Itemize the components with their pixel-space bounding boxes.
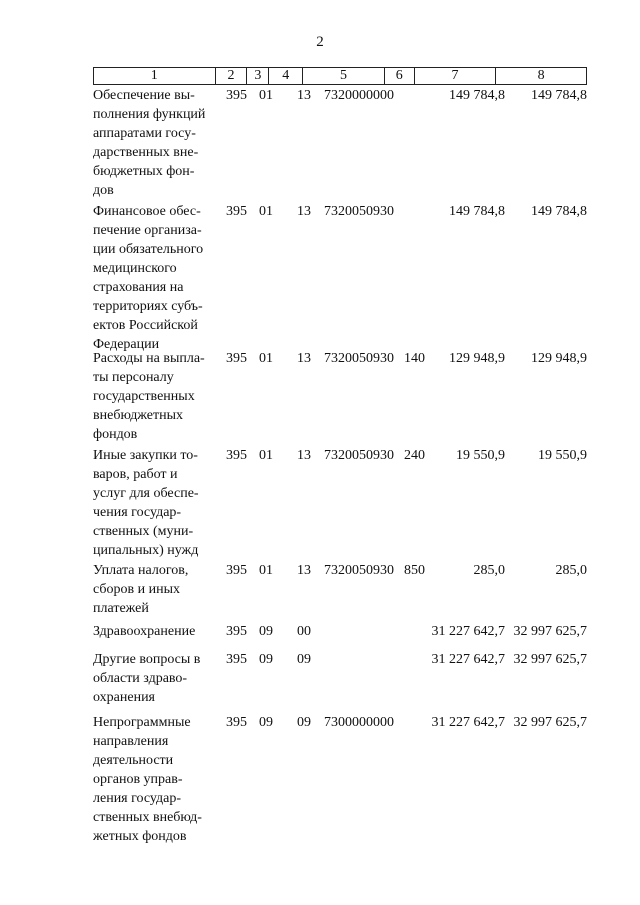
cell-c8: 149 784,8 bbox=[531, 88, 587, 103]
cell-c7: 149 784,8 bbox=[449, 88, 505, 103]
header-col-4: 4 bbox=[269, 68, 303, 84]
cell-c3: 01 bbox=[259, 204, 273, 219]
cell-c8: 285,0 bbox=[555, 563, 587, 578]
row-name-line: государственных bbox=[93, 389, 195, 404]
row-name-line: ственных (муни- bbox=[93, 524, 194, 539]
cell-c2: 395 bbox=[226, 652, 247, 667]
row-name-line: охранения bbox=[93, 690, 155, 705]
cell-c3: 01 bbox=[259, 448, 273, 463]
row-name bbox=[93, 349, 221, 444]
row-name-line: направления bbox=[93, 734, 169, 749]
row-name-line: медицинского bbox=[93, 261, 177, 276]
cell-c5: 7320050930 bbox=[324, 351, 394, 366]
row-name bbox=[93, 561, 221, 618]
row-name-line: ты персоналу bbox=[93, 370, 174, 385]
cell-c4: 13 bbox=[297, 563, 311, 578]
cell-c6: 240 bbox=[404, 448, 425, 463]
header-col-5: 5 bbox=[303, 68, 385, 84]
header-col-6: 6 bbox=[385, 68, 415, 84]
row-name-line: Здравоохранение bbox=[93, 624, 196, 639]
row-name-line: Уплата налогов, bbox=[93, 563, 189, 578]
cell-c7: 149 784,8 bbox=[449, 204, 505, 219]
row-name-line: ектов Российской bbox=[93, 318, 198, 333]
cell-c7: 285,0 bbox=[473, 563, 505, 578]
row-name-line: дов bbox=[93, 183, 114, 198]
cell-c8: 32 997 625,7 bbox=[513, 715, 587, 730]
row-name-line: ственных внебюд- bbox=[93, 810, 202, 825]
cell-c3: 09 bbox=[259, 715, 273, 730]
cell-c2: 395 bbox=[226, 448, 247, 463]
page-number: 2 bbox=[316, 34, 324, 50]
row-name-line: области здраво- bbox=[93, 671, 188, 686]
cell-c5: 7300000000 bbox=[324, 715, 394, 730]
cell-c5: 7320050930 bbox=[324, 204, 394, 219]
row-name-line: деятельности bbox=[93, 753, 174, 768]
header-col-2: 2 bbox=[216, 68, 248, 84]
row-name-line: жетных фондов bbox=[93, 829, 187, 844]
row-name bbox=[93, 86, 221, 200]
cell-c4: 13 bbox=[297, 204, 311, 219]
cell-c4: 00 bbox=[297, 624, 311, 639]
cell-c3: 01 bbox=[259, 351, 273, 366]
cell-c5: 7320050930 bbox=[324, 563, 394, 578]
row-name-line: аппаратами госу- bbox=[93, 126, 196, 141]
cell-c7: 31 227 642,7 bbox=[431, 624, 505, 639]
cell-c4: 09 bbox=[297, 715, 311, 730]
row-name-line: полнения функций bbox=[93, 107, 206, 122]
row-name-line: ципальных) нужд bbox=[93, 543, 199, 558]
header-col-8: 8 bbox=[537, 68, 545, 83]
cell-c3: 01 bbox=[259, 563, 273, 578]
table-header bbox=[93, 67, 587, 85]
cell-c3: 09 bbox=[259, 624, 273, 639]
row-name bbox=[93, 622, 221, 641]
row-name-line: Непрограммные bbox=[93, 715, 191, 730]
cell-c4: 13 bbox=[297, 448, 311, 463]
cell-c7: 19 550,9 bbox=[456, 448, 505, 463]
row-name bbox=[93, 446, 221, 560]
row-name-line: Другие вопросы в bbox=[93, 652, 201, 667]
cell-c2: 395 bbox=[226, 624, 247, 639]
row-name-line: печение организа- bbox=[93, 223, 202, 238]
row-name-line: органов управ- bbox=[93, 772, 183, 787]
row-name bbox=[93, 202, 221, 354]
row-name-line: платежей bbox=[93, 601, 149, 616]
row-name-line: Финансовое обес- bbox=[93, 204, 201, 219]
row-name-line: сборов и иных bbox=[93, 582, 181, 597]
cell-c4: 09 bbox=[297, 652, 311, 667]
row-name-line: страхования на bbox=[93, 280, 184, 295]
cell-c2: 395 bbox=[226, 563, 247, 578]
row-name-line: Расходы на выпла- bbox=[93, 351, 205, 366]
row-name-line: услуг для обеспе- bbox=[93, 486, 199, 501]
cell-c8: 149 784,8 bbox=[531, 204, 587, 219]
row-name-line: чения государ- bbox=[93, 505, 182, 520]
cell-c4: 13 bbox=[297, 351, 311, 366]
cell-c3: 01 bbox=[259, 88, 273, 103]
cell-c8: 32 997 625,7 bbox=[513, 624, 587, 639]
cell-c2: 395 bbox=[226, 715, 247, 730]
row-name-line: территориях субъ- bbox=[93, 299, 203, 314]
row-name-line: внебюджетных bbox=[93, 408, 184, 423]
row-name-line: Обеспечение вы- bbox=[93, 88, 195, 103]
cell-c4: 13 bbox=[297, 88, 311, 103]
row-name-line: ления государ- bbox=[93, 791, 182, 806]
cell-c3: 09 bbox=[259, 652, 273, 667]
header-col-7: 7 bbox=[415, 68, 497, 84]
header-col-1: 1 bbox=[94, 68, 216, 84]
row-name-line: Иные закупки то- bbox=[93, 448, 198, 463]
row-name-line: Федерации bbox=[93, 337, 160, 352]
row-name-line: дарственных вне- bbox=[93, 145, 199, 160]
row-name bbox=[93, 650, 221, 707]
cell-c5: 7320050930 bbox=[324, 448, 394, 463]
row-name bbox=[93, 713, 221, 846]
cell-c7: 31 227 642,7 bbox=[431, 715, 505, 730]
cell-c8: 32 997 625,7 bbox=[513, 652, 587, 667]
row-name-line: варов, работ и bbox=[93, 467, 178, 482]
cell-c8: 129 948,9 bbox=[531, 351, 587, 366]
cell-c2: 395 bbox=[226, 88, 247, 103]
cell-c2: 395 bbox=[226, 351, 247, 366]
cell-c7: 31 227 642,7 bbox=[431, 652, 505, 667]
cell-c2: 395 bbox=[226, 204, 247, 219]
row-name-line: бюджетных фон- bbox=[93, 164, 195, 179]
cell-c6: 140 bbox=[404, 351, 425, 366]
cell-c5: 7320000000 bbox=[324, 88, 394, 103]
cell-c8: 19 550,9 bbox=[538, 448, 587, 463]
cell-c6: 850 bbox=[404, 563, 425, 578]
row-name-line: фондов bbox=[93, 427, 138, 442]
cell-c7: 129 948,9 bbox=[449, 351, 505, 366]
row-name-line: ции обязательного bbox=[93, 242, 204, 257]
header-col-3: 3 bbox=[247, 68, 269, 84]
